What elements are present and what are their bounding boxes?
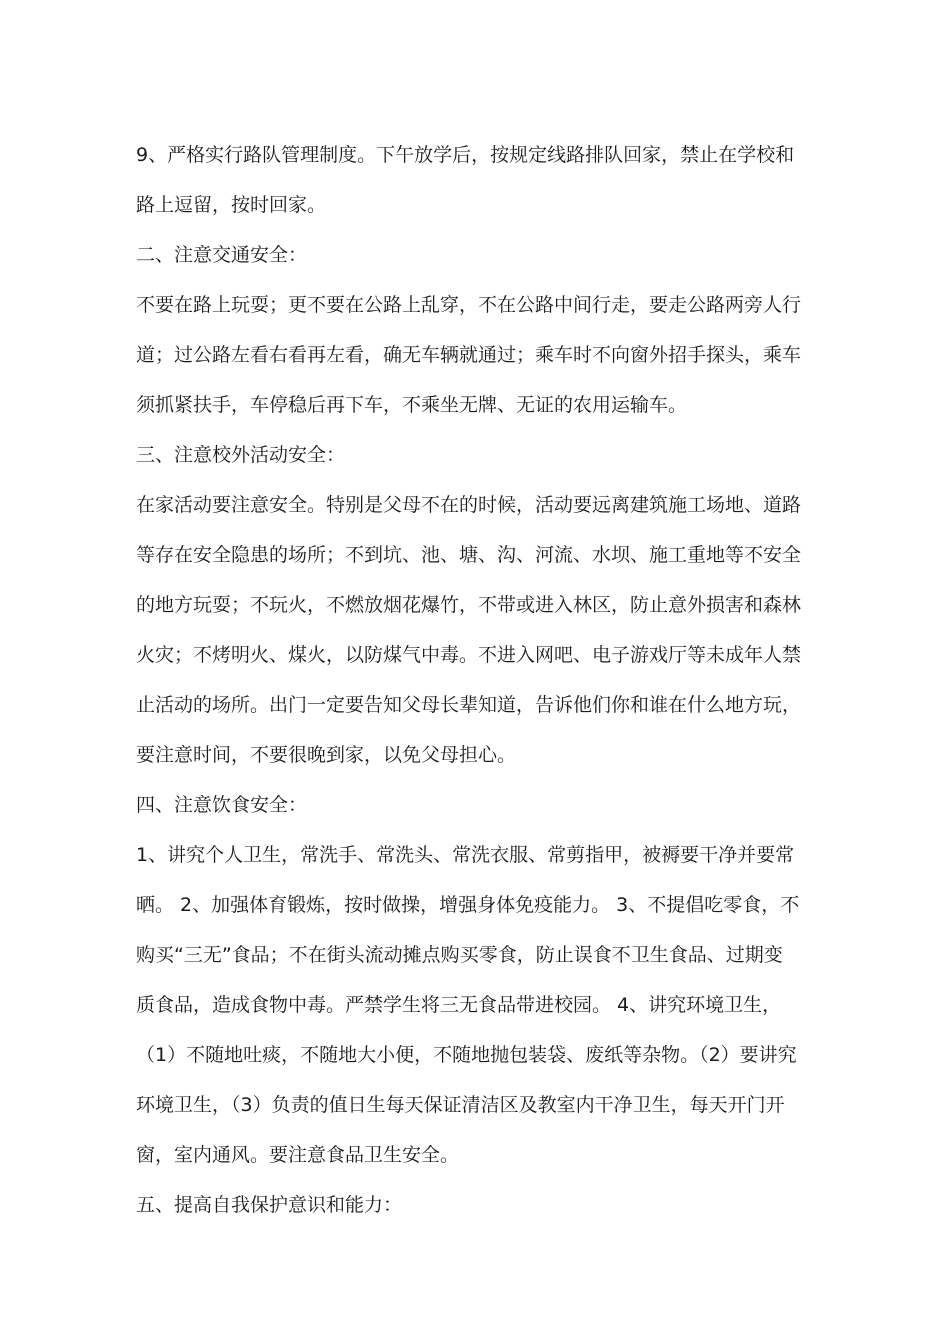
document-body [136, 130, 816, 1230]
paragraph-line: 1、讲究个人卫生，常洗手、常洗头、常洗衣服、常剪指甲，被褥要干净并要常 [136, 844, 795, 866]
section-heading: 四、注意饮食安全： [136, 794, 308, 816]
section-heading: 二、注意交通安全： [136, 244, 308, 266]
paragraph-line: 的地方玩耍；不玩火，不燃放烟花爆竹，不带或进入林区，防止意外损害和森林 [136, 594, 802, 616]
paragraph-line: 质食品，造成食物中毒。严禁学生将三无食品带进校园。 4、讲究环境卫生， [136, 994, 782, 1016]
paragraph-line: 路上逗留，按时回家。 [136, 194, 327, 216]
paragraph-line: 火灾；不烤明火、煤火，以防煤气中毒。不进入网吧、电子游戏厅等未成年人禁 [136, 644, 802, 666]
paragraph-line: 窗，室内通风。要注意食品卫生安全。 [136, 1144, 460, 1166]
paragraph-line: 要注意时间，不要很晚到家，以免父母担心。 [136, 744, 517, 766]
paragraph-line: （1）不随地吐痰，不随地大小便，不随地抛包装袋、废纸等杂物。（2）要讲究 [136, 1044, 797, 1066]
paragraph-line: 购买“三无”食品；不在街头流动摊点购买零食，防止误食不卫生食品、过期变 [136, 944, 783, 966]
paragraph-line: 环境卫生，（3）负责的值日生每天保证清洁区及教室内干净卫生，每天开门开 [136, 1094, 785, 1116]
section-heading: 三、注意校外活动安全： [136, 444, 346, 466]
section-heading: 五、提高自我保护意识和能力： [136, 1194, 403, 1216]
paragraph-line: 不要在路上玩耍；更不要在公路上乱穿，不在公路中间行走，要走公路两旁人行 [136, 294, 802, 316]
paragraph-line: 等存在安全隐患的场所；不到坑、池、塘、沟、河流、水坝、施工重地等不安全 [136, 544, 802, 566]
paragraph-line: 晒。 2、加强体育锻炼，按时做操，增强身体免疫能力。 3、不提倡吃零食，不 [136, 894, 800, 916]
paragraph-line: 须抓紧扶手，车停稳后再下车，不乘坐无牌、无证的农用运输车。 [136, 394, 688, 416]
paragraph-line: 9、严格实行路队管理制度。下午放学后，按规定线路排队回家，禁止在学校和 [136, 144, 795, 166]
paragraph-line: 道；过公路左看右看再左看，确无车辆就通过；乘车时不向窗外招手探头，乘车 [136, 344, 802, 366]
paragraph-line: 在家活动要注意安全。特别是父母不在的时候，活动要远离建筑施工场地、道路 [136, 494, 802, 516]
paragraph-line: 止活动的场所。出门一定要告知父母长辈知道，告诉他们你和谁在什么地方玩， [136, 694, 802, 716]
